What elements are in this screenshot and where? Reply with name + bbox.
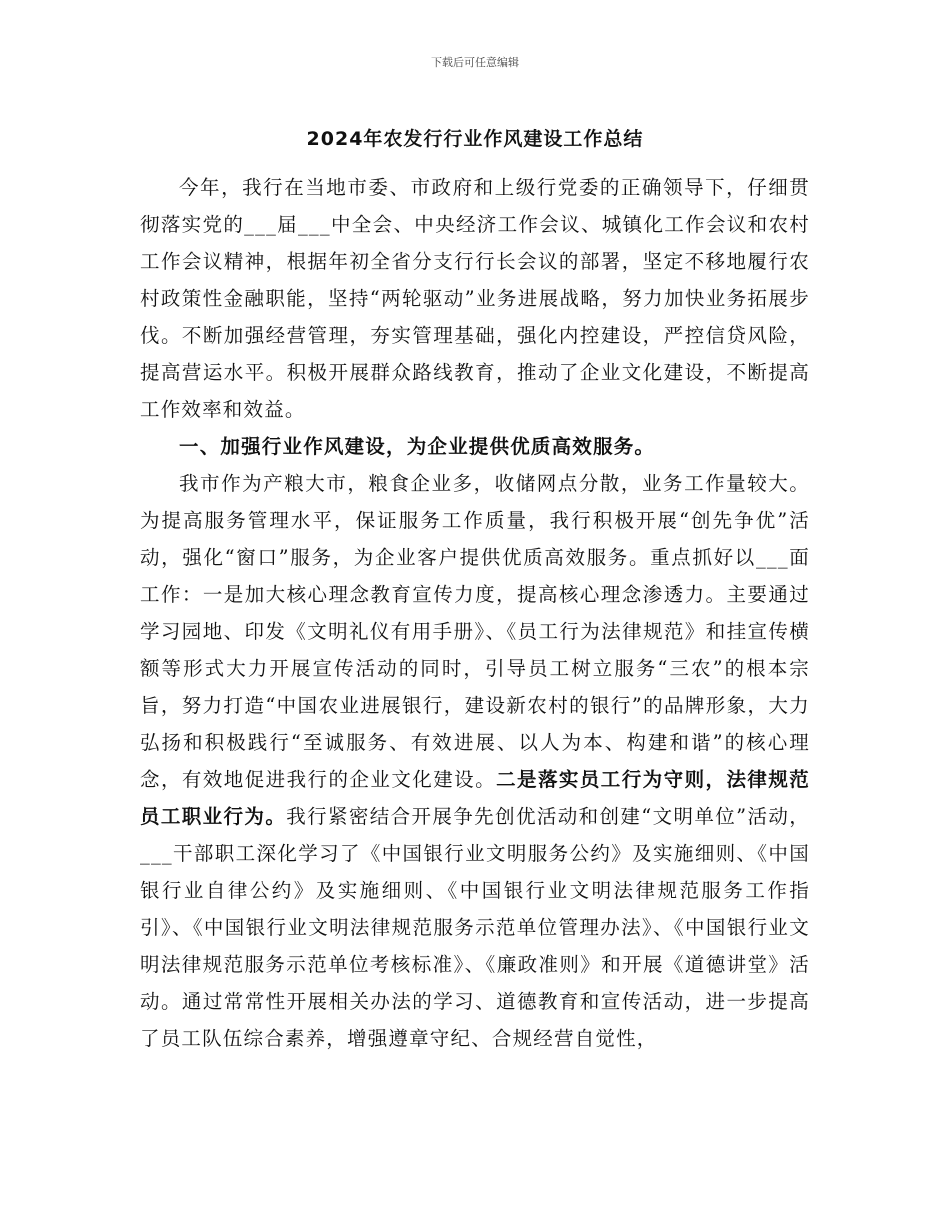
document-body [140,169,810,1057]
paragraph-section-1-bold: 二是落实员工行为守则，法律规范员工职业行为。 [140,768,810,828]
paragraph-section-1-text-b: 我行紧密结合开展争先创优活动和创建“文明单位”活动，___干部职工深化学习了《中国银行业文明服务公约》及实施细则、《中国银行业自律公约》及实施细则、《中国银行业文明法律规范服务工作指引》、《中国银行业文明法律规范服务示范单位管理办法》、《中国银行业文明法律规范服务示范单位考核标准》、《廉政准则》和开展《道德讲堂》活动。通过常常性开展相关办法的学习、道德教育和宣传活动，进一步提高了员工队伍综合素养，增强遵章守纪、合规经营自觉性， [140,805,810,1050]
paragraph-section-1-text-a: 我市作为产粮大市，粮食企业多，收储网点分散，业务工作量较大。为提高服务管理水平，保证服务工作质量，我行积极开展“创先争优”活动，强化“窗口”服务，为企业客户提供优质高效服务。重点抓好以___面工作：一是加大核心理念教育宣传力度，提高核心理念渗透力。主要通过学习园地、印发《文明礼仪有用手册》、《员工行为法律规范》和挂宣传横额等形式大力开展宣传活动的同时，引导员工树立服务“三农”的根本宗旨，努力打造“中国农业进展银行，建设新农村的银行”的品牌形象，大力弘扬和积极践行“至诚服务、有效进展、以人为本、构建和谐”的核心理念，有效地促进我行的企业文化建设。 [140,472,810,791]
paragraph-intro: 今年，我行在当地市委、市政府和上级行党委的正确领导下，仔细贯彻落实党的___届___中全会、中央经济工作会议、城镇化工作会议和农村工作会议精神，根据年初全省分支行行长会议的部署，坚定不移地履行农村政策性金融职能，坚持“两轮驱动”业务进展战略，努力加快业务拓展步伐。不断加强经营管理，夯实管理基础，强化内控建设，严控信贷风险，提高营运水平。积极开展群众路线教育，推动了企业文化建设，不断提高工作效率和效益。 [140,176,810,421]
paragraph-section-1 [140,465,810,1057]
document-title: 2024年农发行行业作风建设工作总结 [306,128,644,150]
header-note: 下载后可任意编辑 [431,56,519,69]
section-heading-1: 一、加强行业作风建设，为企业提供优质高效服务。 [179,435,656,458]
